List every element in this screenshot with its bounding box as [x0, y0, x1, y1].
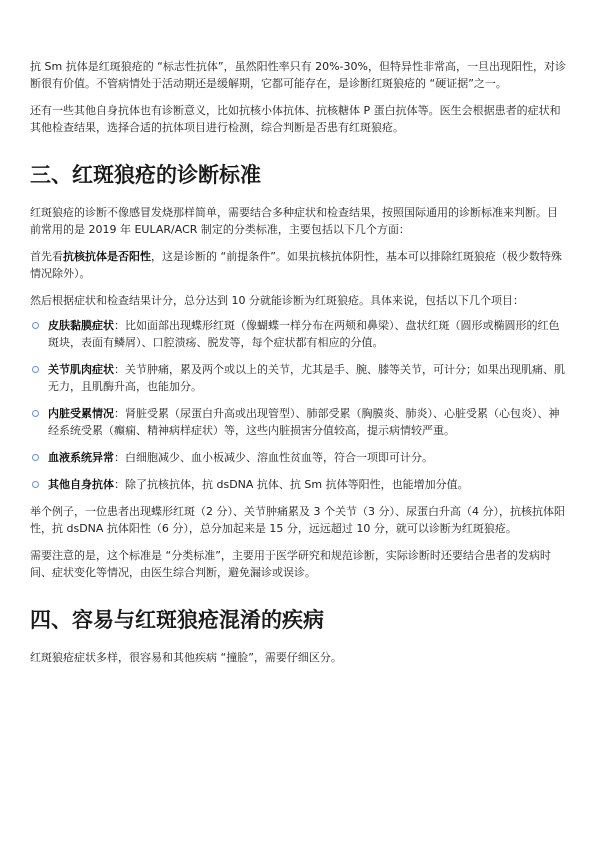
criteria-list — [30, 317, 568, 493]
list-item: 血液系统异常：白细胞减少、血小板减少、溶血性贫血等，符合一项即可计分。 — [30, 449, 568, 466]
section-4-heading: 四、容易与红斑狼疮混淆的疾病 — [30, 608, 324, 632]
bullet-icon — [32, 366, 39, 373]
paragraph-ana-first: 首先看抗核抗体是否阳性，这是诊断的 “前提条件”。如果抗核抗体阴性，基本可以排除红斑狼疮（极少数特殊情况除外）。 — [30, 250, 562, 280]
bullet-icon — [32, 410, 39, 417]
section-3-heading: 三、红斑狼疮的诊断标准 — [30, 163, 261, 187]
paragraph-scoring: 然后根据症状和检查结果计分，总分达到 10 分就能诊断为红斑狼疮。具体来说，包括以下几个项目： — [30, 294, 524, 307]
list-item: 关节肌肉症状：关节肿痛，累及两个或以上的关节，尤其是手、腕、膝等关节，可计分；如果出现肌痛、肌无力，且肌酶升高，也能加分。 — [30, 361, 568, 395]
ana-positive-emphasis: 抗核抗体是否阳性 — [63, 250, 151, 263]
paragraph-note: 需要注意的是，这个标准是 “分类标准”，主要用于医学研究和规范诊断，实际诊断时还要结合患者的发病时间、症状变化等情况，由医生综合判断，避免漏诊或误诊。 — [30, 549, 551, 579]
paragraph-criteria-intro: 红斑狼疮的诊断不像感冒发烧那样简单，需要结合多种症状和检查结果，按照国际通用的诊断标准来判断。目前常用的是 2019 年 EULAR/ACR 制定的分类标准，主要包括以下几个方面： — [30, 206, 558, 236]
paragraph-confusion-intro: 红斑狼疮症状多样，很容易和其他疾病 “撞脸”，需要仔细区分。 — [30, 651, 342, 664]
list-item: 内脏受累情况：肾脏受累（尿蛋白升高或出现管型）、肺部受累（胸膜炎、肺炎）、心脏受累（心包炎）、神经系统受累（癫痫、精神病样症状）等，这些内脏损害分值较高，提示病情较严重。 — [30, 405, 568, 439]
paragraph-other-antibodies: 还有一些其他自身抗体也有诊断意义，比如抗核小体抗体、抗核糖体 P 蛋白抗体等。医生会根据患者的症状和其他检查结果，选择合适的抗体项目进行检测，综合判断是否患有红斑狼疮。 — [30, 104, 561, 134]
list-item: 其他自身抗体：除了抗核抗体，抗 dsDNA 抗体、抗 Sm 抗体等阳性，也能增加分值。 — [30, 476, 568, 493]
bullet-icon — [32, 454, 39, 461]
list-item: 皮肤黏膜症状：比如面部出现蝶形红斑（像蝴蝶一样分布在两颊和鼻梁）、盘状红斑（圆形或椭圆形的红色斑块，表面有鳞屑）、口腔溃疡、脱发等，每个症状都有相应的分值。 — [30, 317, 568, 351]
document-page — [30, 58, 568, 666]
bullet-icon — [32, 481, 39, 488]
paragraph-anti-sm: 抗 Sm 抗体是红斑狼疮的 “标志性抗体”，虽然阳性率只有 20%-30%，但特异性非常高，一旦出现阳性，对诊断很有价值。不管病情处于活动期还是缓解期，它都可能存在，是诊断红斑狼疮的 “硬证据”之一。 — [30, 60, 566, 90]
bullet-icon — [32, 322, 39, 329]
paragraph-example: 举个例子，一位患者出现蝶形红斑（2 分）、关节肿痛累及 3 个关节（3 分）、尿蛋白升高（4 分），抗核抗体阳性，抗 dsDNA 抗体阳性（6 分），总分加起来是 15 分，远远超过 10 分，就可以诊断为红斑狼疮。 — [30, 505, 565, 535]
